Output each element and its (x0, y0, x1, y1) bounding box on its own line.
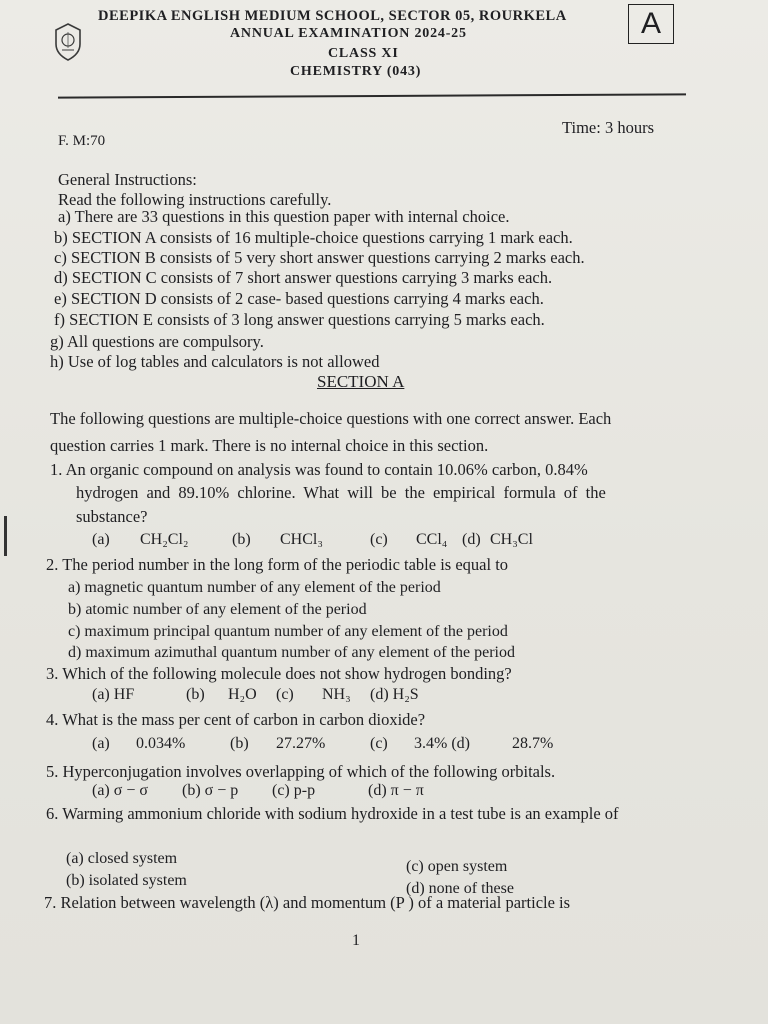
q3-option-c: NH₃ (322, 686, 351, 703)
question-5-text: 5. Hyperconjugation involves overlapping of which of the following orbitals. (46, 762, 556, 781)
q5-option-b: (b) σ − p (182, 782, 239, 799)
subject-label: CHEMISTRY (043) (290, 64, 422, 79)
page-edge-mark (4, 516, 7, 556)
q1-option-c-label: (c) (370, 531, 388, 548)
q1-option-d-label: (d) (462, 531, 481, 548)
q3-option-a: (a) HF (92, 686, 135, 703)
q1-option-b: CHCl₃ (280, 531, 323, 548)
question-set-box: A (628, 4, 674, 44)
q2-option: c) maximum principal quantum number of any element of the period (68, 623, 508, 640)
q3-option-b-label: (b) (186, 686, 205, 703)
q3-option-c-label: (c) (276, 686, 294, 703)
page-number: 1 (352, 932, 360, 949)
q1-option-b-label: (b) (232, 531, 251, 548)
instruction-item: d) SECTION C consists of 7 short answer questions carrying 3 marks each. (54, 268, 553, 287)
q6-option-b: (b) isolated system (66, 872, 187, 889)
q1-option-d: CH₃Cl (490, 531, 533, 548)
instruction-item: e) SECTION D consists of 2 case- based questions carrying 4 marks each. (54, 289, 544, 308)
question-1-text: substance? (76, 507, 148, 526)
instruction-item: a) There are 33 questions in this question paper with internal choice. (58, 207, 510, 226)
q4-option-b-label: (b) (230, 735, 249, 752)
q6-option-a: (a) closed system (66, 850, 178, 867)
section-a-title: SECTION A (317, 372, 405, 391)
q4-option-c: 3.4% (d) (414, 735, 470, 752)
q1-option-c: CCl₄ (416, 531, 448, 548)
full-marks: F. M:70 (58, 133, 106, 149)
q6-option-c: (c) open system (406, 858, 508, 875)
instructions-title: General Instructions: (58, 170, 197, 189)
q4-option-a: 0.034% (136, 735, 186, 752)
q2-option: a) magnetic quantum number of any element of the period (68, 579, 441, 596)
school-name: DEEPIKA ENGLISH MEDIUM SCHOOL, SECTOR 05, ROURKELA (98, 8, 567, 24)
instruction-item: g) All questions are compulsory. (50, 332, 264, 351)
instruction-item: h) Use of log tables and calculators is not allowed (50, 352, 380, 371)
q5-option-a: (a) σ − σ (92, 782, 149, 799)
q3-option-d: (d) H₂S (370, 686, 419, 703)
section-a-intro: question carries 1 mark. There is no internal choice in this section. (50, 436, 489, 455)
q4-option-d: 28.7% (512, 735, 554, 752)
q2-option: d) maximum azimuthal quantum number of any element of the period (68, 644, 515, 661)
question-6-text: 6. Warming ammonium chloride with sodium hydroxide in a test tube is an example of (46, 804, 619, 823)
question-1-text: hydrogen and 89.10% chlorine. What will be the empirical formula of the (76, 483, 606, 502)
q4-option-c-label: (c) (370, 735, 388, 752)
section-a-intro: The following questions are multiple-choice questions with one correct answer. Each (50, 409, 612, 428)
question-2-text: 2. The period number in the long form of the periodic table is equal to (46, 555, 509, 574)
q4-option-b: 27.27% (276, 735, 326, 752)
q1-option-a-label: (a) (92, 531, 110, 548)
q5-option-d: (d) π − π (368, 782, 424, 799)
question-1-text: 1. An organic compound on analysis was found to contain 10.06% carbon, 0.84% (50, 460, 588, 479)
q1-option-a: CH₂Cl₂ (140, 531, 189, 548)
question-4-text: 4. What is the mass per cent of carbon in carbon dioxide? (46, 710, 426, 729)
exam-title: ANNUAL EXAMINATION 2024-25 (230, 26, 467, 41)
instruction-item: c) SECTION B consists of 5 very short answer questions carrying 2 marks each. (54, 248, 585, 267)
instructions-intro: Read the following instructions carefully. (58, 190, 332, 209)
question-3-text: 3. Which of the following molecule does not show hydrogen bonding? (46, 664, 512, 683)
instruction-item: f) SECTION E consists of 3 long answer questions carrying 5 marks each. (54, 310, 545, 329)
q2-option: b) atomic number of any element of the period (68, 601, 367, 618)
q6-option-d: (d) none of these (406, 880, 514, 897)
q3-option-b: H₂O (228, 686, 257, 703)
header-divider (58, 93, 686, 98)
q4-option-a-label: (a) (92, 735, 110, 752)
question-7-text: 7. Relation between wavelength (λ) and momentum (P ) of a material particle is (44, 893, 571, 912)
school-seal-icon (52, 22, 84, 62)
instruction-item: b) SECTION A consists of 16 multiple-choice questions carrying 1 mark each. (54, 228, 573, 247)
q5-option-c: (c) p-p (272, 782, 316, 799)
class-label: CLASS XI (328, 46, 399, 61)
time-allowed: Time: 3 hours (562, 118, 654, 137)
